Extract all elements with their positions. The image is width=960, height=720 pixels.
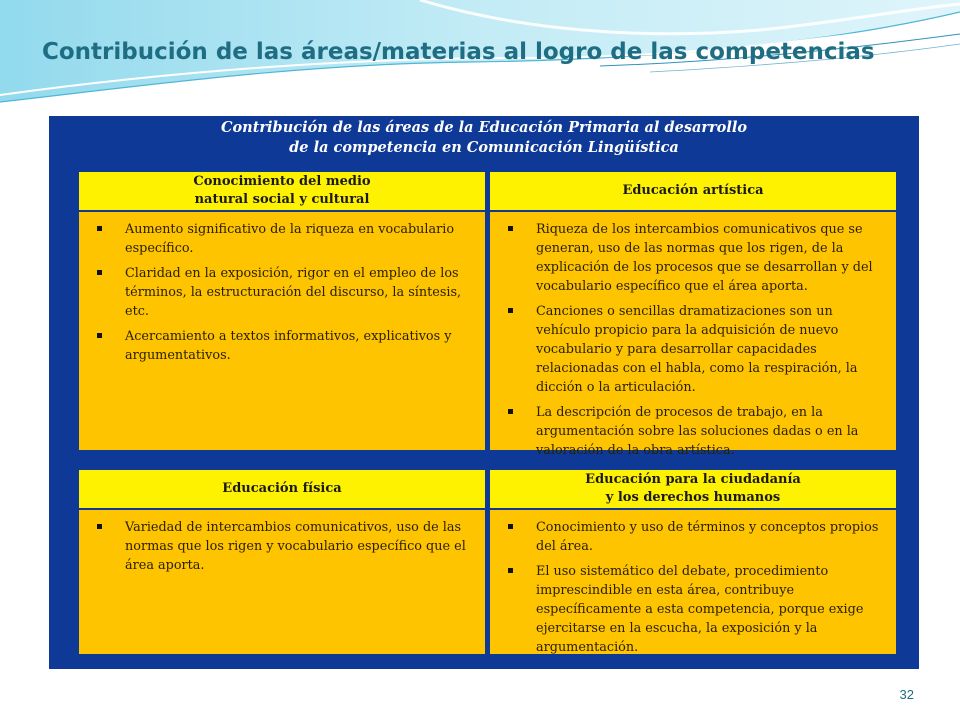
- bullet-list: [500, 518, 886, 657]
- bullet-list: [89, 220, 475, 365]
- section-heading-educacion-ciudadania: Educación para la ciudadanía y los derechos humanos: [490, 470, 896, 508]
- list-item: Variedad de intercambios comunicativos, uso de las normas que los rigen y vocabulario específico que el área aporta.: [89, 518, 475, 575]
- section-body-conocimiento-del-medio: [79, 212, 485, 450]
- list-item: Conocimiento y uso de términos y conceptos propios del área.: [500, 518, 886, 556]
- list-item: Claridad en la exposición, rigor en el empleo de los términos, la estructuración del discurso, la síntesis, etc.: [89, 264, 475, 321]
- top-grid: [79, 172, 896, 458]
- section-heading-educacion-fisica: Educación física: [79, 470, 485, 508]
- list-item: El uso sistemático del debate, procedimiento imprescindible en esta área, contribuye específicamente a esta competencia, porque exige ejercitarse en la escucha, la exposición y la argumentación.: [500, 562, 886, 657]
- section-body-educacion-fisica: [79, 510, 485, 654]
- slide-title: Contribución de las áreas/materias al logro de las competencias: [42, 39, 875, 65]
- list-item: Aumento significativo de la riqueza en vocabulario específico.: [89, 220, 475, 258]
- list-item: Riqueza de los intercambios comunicativos que se generan, uso de las normas que los rigen, de la explicación de los procesos que se desarrollan y del vocabulario específico que el área aporta.: [500, 220, 886, 296]
- section-heading-conocimiento-del-medio: Conocimiento del medio natural social y cultural: [79, 172, 485, 210]
- page-number: 32: [899, 687, 914, 702]
- bottom-grid: [79, 470, 896, 654]
- bullet-list: [89, 518, 475, 575]
- panel-title: Contribución de las áreas de la Educación Primaria al desarrollo de la competencia en Comunicación Lingüística: [220, 119, 748, 156]
- list-item: La descripción de procesos de trabajo, en la argumentación sobre las soluciones dadas o en la valoración de la obra artística.: [500, 403, 886, 460]
- list-item: Acercamiento a textos informativos, explicativos y argumentativos.: [89, 327, 475, 365]
- content-panel: [49, 116, 919, 669]
- bullet-list: [500, 220, 886, 460]
- section-heading-educacion-artistica: Educación artística: [490, 172, 896, 210]
- section-body-educacion-artistica: [490, 212, 896, 458]
- section-body-educacion-ciudadania: [490, 510, 896, 654]
- list-item: Canciones o sencillas dramatizaciones son un vehículo propicio para la adquisición de nuevo vocabulario y para desarrollar capacidades relacionadas con el habla, como la respiración, la dicción o la articulación.: [500, 302, 886, 397]
